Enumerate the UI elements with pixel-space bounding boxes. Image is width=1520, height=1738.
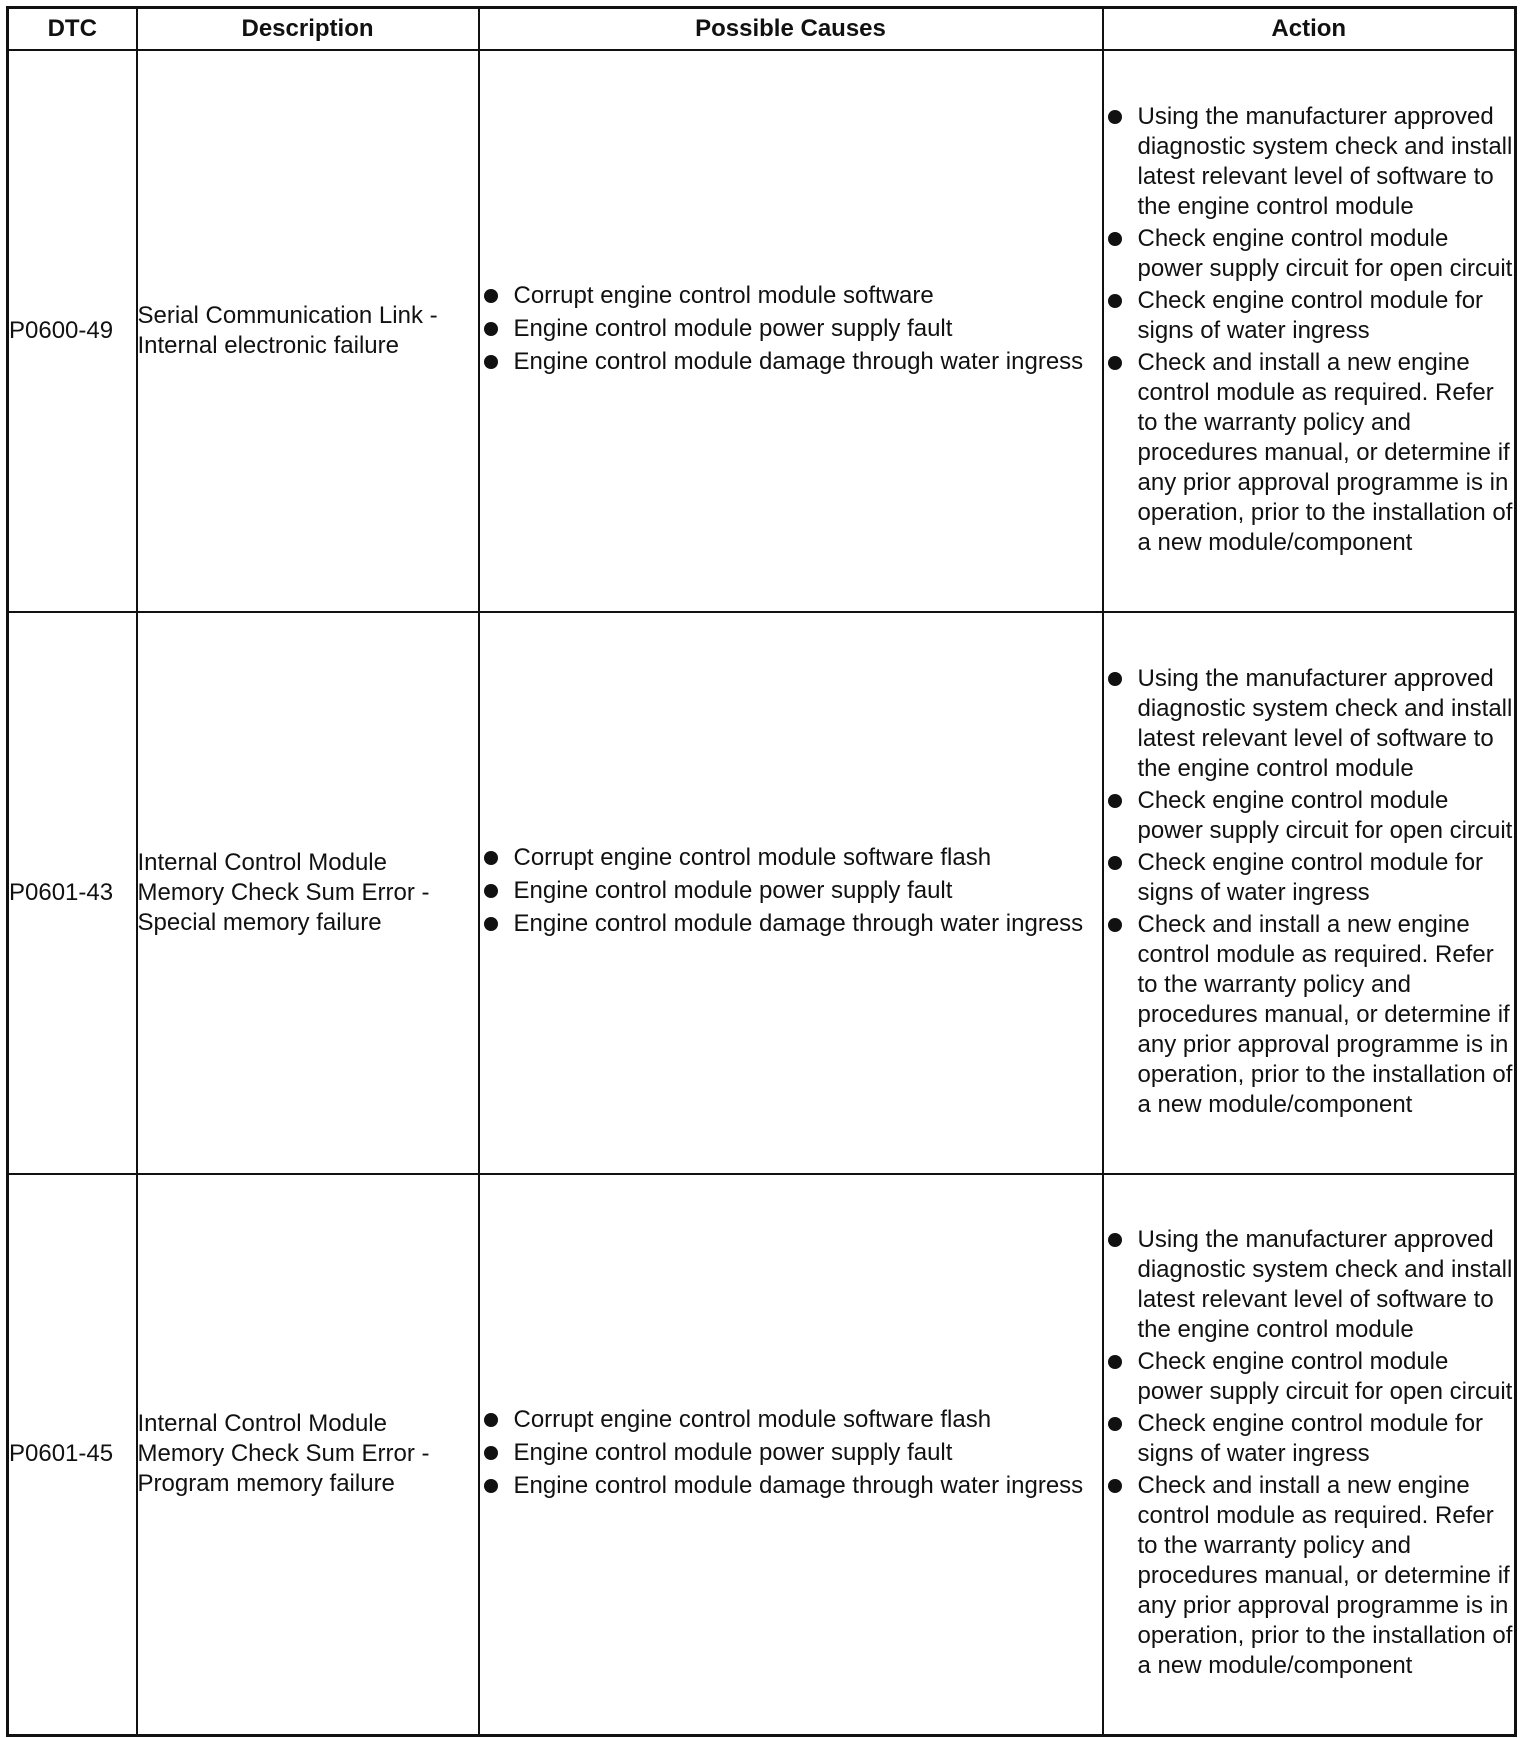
action-item xyxy=(1104,910,1515,1120)
action-item xyxy=(1104,848,1515,908)
action-text: Check engine control module power supply circuit for open circuit xyxy=(1137,786,1513,844)
dtc-description: Internal Control Module Memory Check Sum Error - Program memory failure xyxy=(137,1174,479,1736)
action-item xyxy=(1104,1409,1515,1469)
action-text: Check engine control module for signs of water ingress xyxy=(1137,1410,1484,1468)
action-item xyxy=(1104,102,1515,222)
action-cell xyxy=(1103,1174,1516,1736)
dtc-table xyxy=(6,6,1517,1737)
bullet-icon xyxy=(484,1413,498,1427)
action-text: Check engine control module power supply circuit for open circuit xyxy=(1137,224,1513,282)
possible-causes-cell xyxy=(479,612,1103,1174)
action-item xyxy=(1104,348,1515,558)
cause-text: Engine control module power supply fault xyxy=(513,877,953,904)
header-action: Action xyxy=(1103,8,1516,50)
action-text: Using the manufacturer approved diagnostic system check and install latest relevant level of software to the engine control module xyxy=(1137,102,1513,220)
bullet-icon xyxy=(484,1446,498,1460)
bullet-icon xyxy=(1108,1233,1122,1247)
bullet-icon xyxy=(484,917,498,931)
dtc-code: P0601-45 xyxy=(8,1174,137,1736)
bullet-icon xyxy=(1108,1479,1122,1493)
cause-item xyxy=(480,1438,1102,1468)
bullet-icon xyxy=(1108,110,1122,124)
action-text: Check and install a new engine control module as required. Refer to the warranty policy and procedures manual, or determine if any prior approval programme is in operation, prior to the installation of a new module/component xyxy=(1137,1472,1513,1680)
action-item xyxy=(1104,786,1515,846)
cause-list xyxy=(480,1405,1102,1501)
cause-text: Engine control module power supply fault xyxy=(513,315,953,342)
bullet-icon xyxy=(484,289,498,303)
cause-text: Engine control module damage through water ingress xyxy=(513,348,1084,375)
cause-item xyxy=(480,843,1102,873)
action-item xyxy=(1104,1347,1515,1407)
possible-causes-cell xyxy=(479,50,1103,612)
action-text: Using the manufacturer approved diagnostic system check and install latest relevant level of software to the engine control module xyxy=(1137,1226,1513,1344)
action-item xyxy=(1104,224,1515,284)
cause-item xyxy=(480,1471,1102,1501)
dtc-description: Internal Control Module Memory Check Sum Error - Special memory failure xyxy=(137,612,479,1174)
action-item xyxy=(1104,286,1515,346)
bullet-icon xyxy=(1108,356,1122,370)
action-text: Check engine control module for signs of water ingress xyxy=(1137,848,1484,906)
action-text: Using the manufacturer approved diagnostic system check and install latest relevant level of software to the engine control module xyxy=(1137,664,1513,782)
action-item xyxy=(1104,1471,1515,1681)
bullet-icon xyxy=(1108,856,1122,870)
cause-item xyxy=(480,314,1102,344)
cause-item xyxy=(480,281,1102,311)
possible-causes-cell xyxy=(479,1174,1103,1736)
dtc-description: Serial Communication Link - Internal electronic failure xyxy=(137,50,479,612)
bullet-icon xyxy=(1108,1355,1122,1369)
bullet-icon xyxy=(1108,672,1122,686)
table-row xyxy=(8,612,1516,1174)
bullet-icon xyxy=(1108,794,1122,808)
cause-text: Corrupt engine control module software flash xyxy=(513,844,992,871)
cause-item xyxy=(480,876,1102,906)
cause-list xyxy=(480,843,1102,939)
action-text: Check engine control module power supply circuit for open circuit xyxy=(1137,1348,1513,1406)
table-row xyxy=(8,1174,1516,1736)
table-row xyxy=(8,50,1516,612)
table-header-row xyxy=(8,8,1516,50)
action-item xyxy=(1104,1225,1515,1345)
bullet-icon xyxy=(484,851,498,865)
header-dtc: DTC xyxy=(8,8,137,50)
action-text: Check engine control module for signs of water ingress xyxy=(1137,286,1484,344)
bullet-icon xyxy=(1108,232,1122,246)
dtc-code: P0601-43 xyxy=(8,612,137,1174)
cause-list xyxy=(480,281,1102,377)
cause-text: Corrupt engine control module software xyxy=(513,282,934,309)
header-description: Description xyxy=(137,8,479,50)
bullet-icon xyxy=(484,355,498,369)
cause-item xyxy=(480,1405,1102,1435)
bullet-icon xyxy=(1108,918,1122,932)
dtc-code: P0600-49 xyxy=(8,50,137,612)
cause-text: Engine control module damage through water ingress xyxy=(513,1471,1084,1499)
cause-text: Engine control module damage through water ingress xyxy=(513,910,1084,937)
bullet-icon xyxy=(1108,1417,1122,1431)
cause-item xyxy=(480,347,1102,377)
header-possible-causes: Possible Causes xyxy=(479,8,1103,50)
action-list xyxy=(1104,1225,1515,1681)
bullet-icon xyxy=(484,322,498,336)
bullet-icon xyxy=(1108,294,1122,308)
action-item xyxy=(1104,664,1515,784)
cause-item xyxy=(480,909,1102,939)
action-text: Check and install a new engine control module as required. Refer to the warranty policy and procedures manual, or determine if any prior approval programme is in operation, prior to the installation of a new module/component xyxy=(1137,348,1513,556)
bullet-icon xyxy=(484,884,498,898)
cause-text: Corrupt engine control module software flash xyxy=(513,1405,992,1433)
action-text: Check and install a new engine control module as required. Refer to the warranty policy and procedures manual, or determine if any prior approval programme is in operation, prior to the installation of a new module/component xyxy=(1137,910,1513,1118)
cause-text: Engine control module power supply fault xyxy=(513,1438,953,1466)
action-list xyxy=(1104,102,1515,558)
bullet-icon xyxy=(484,1479,498,1493)
action-cell xyxy=(1103,50,1516,612)
action-cell xyxy=(1103,612,1516,1174)
action-list xyxy=(1104,664,1515,1120)
